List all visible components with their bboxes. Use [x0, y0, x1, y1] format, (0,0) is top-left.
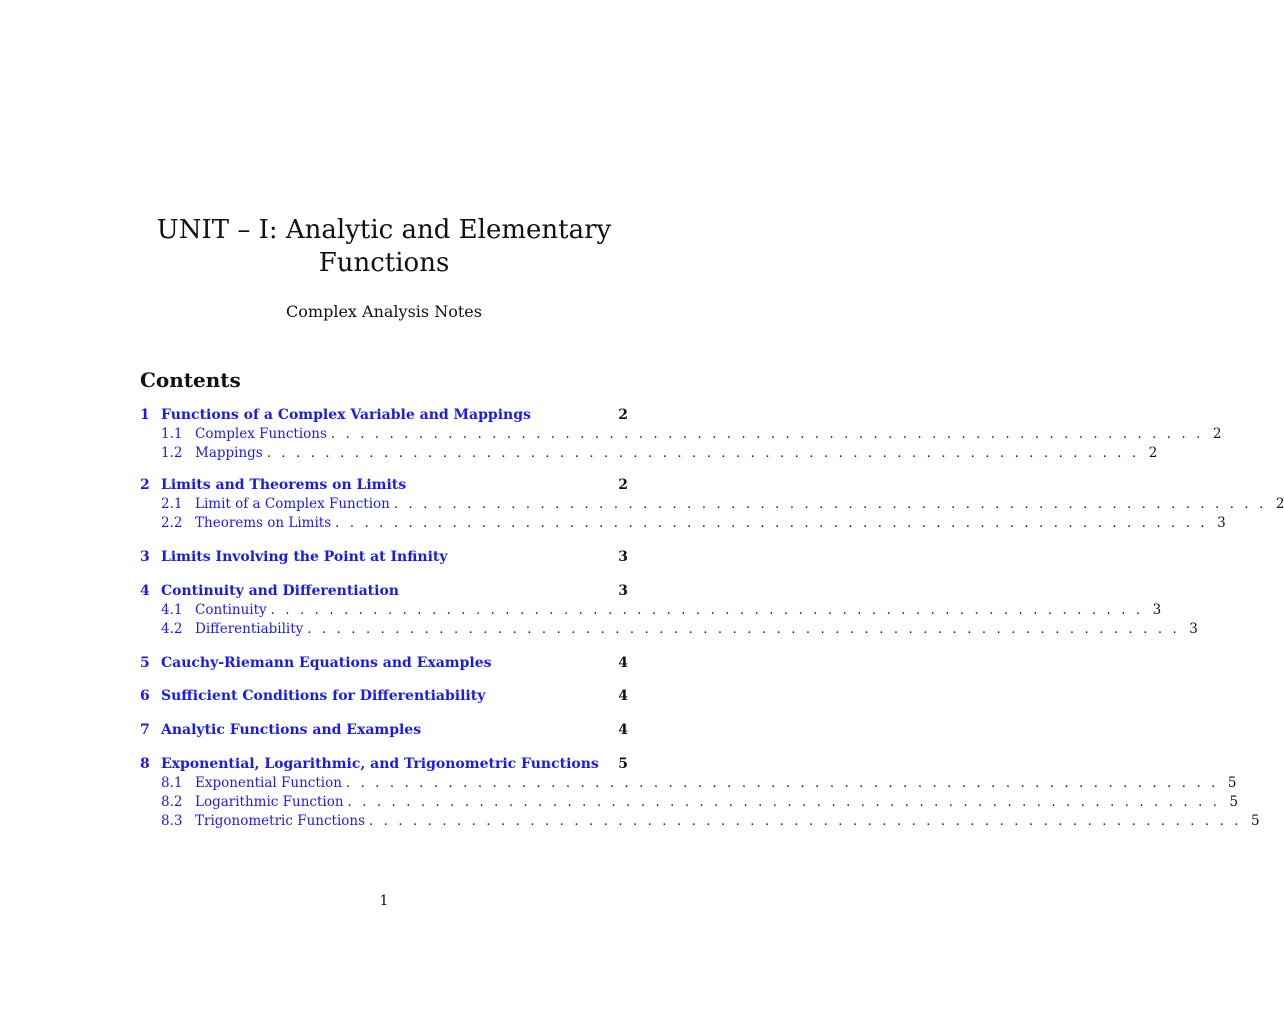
toc-entry-label[interactable]: Exponential Function — [195, 775, 342, 791]
toc-section-entry[interactable] — [140, 756, 628, 775]
toc-entry-number: 1.1 — [161, 426, 183, 442]
toc-subsection-entry[interactable] — [140, 621, 1198, 640]
toc-entry-label[interactable]: Complex Functions — [195, 426, 327, 442]
toc-entry-number: 8.2 — [161, 794, 183, 810]
toc-entry-number: 8.3 — [161, 813, 183, 829]
toc-dot-leader: . . . . . . . . . . . . . . . . . . . . . . . . . . . . . . . . . . . . . . . . . . . . . . . . . . . . . . . . . . . . — [307, 622, 1180, 637]
toc-entry-label[interactable]: Limits Involving the Point at Infinity — [161, 549, 448, 565]
toc-entry-label[interactable]: Functions of a Complex Variable and Mappings — [161, 407, 531, 423]
toc-entry-page: 3 — [618, 549, 628, 565]
toc-entry-label[interactable]: Theorems on Limits — [195, 515, 332, 531]
toc-subsection-entry[interactable] — [140, 775, 1237, 794]
toc-entry-number: 2.2 — [161, 515, 183, 531]
toc-entry-number: 8.1 — [161, 775, 183, 791]
toc-subsection-entry[interactable] — [140, 445, 1158, 464]
toc-entry-page: 4 — [618, 688, 628, 704]
toc-entry-number: 4.1 — [161, 602, 183, 618]
toc-entry-number: 7 — [140, 722, 150, 738]
toc-dot-leader: . . . . . . . . . . . . . . . . . . . . . . . . . . . . . . . . . . . . . . . . . . . . . . . . . . . . . . . . . . . . — [393, 497, 1267, 512]
toc-subsection-entry[interactable] — [140, 813, 1260, 832]
toc-entry-page: 5 — [1250, 813, 1260, 829]
toc-entry-number: 4 — [140, 583, 150, 599]
toc-entry-number: 8 — [140, 756, 150, 772]
toc-entry-number: 6 — [140, 688, 150, 704]
toc-subsection-entry[interactable] — [140, 496, 1284, 515]
toc-dot-leader: . . . . . . . . . . . . . . . . . . . . . . . . . . . . . . . . . . . . . . . . . . . . . . . . . . . . . . . . . . . . — [266, 446, 1140, 461]
toc-dot-leader: . . . . . . . . . . . . . . . . . . . . . . . . . . . . . . . . . . . . . . . . . . . . . . . . . . . . . . . . . . . . — [347, 795, 1221, 810]
title-line-1: UNIT – I: Analytic and Elementary — [156, 215, 612, 245]
toc-entry-number: 1 — [140, 407, 150, 423]
toc-dot-leader: . . . . . . . . . . . . . . . . . . . . . . . . . . . . . . . . . . . . . . . . . . . . . . . . . . . . . . . . . . . . — [335, 516, 1208, 531]
toc-entry-number: 4.2 — [161, 621, 183, 637]
toc-entry-page: 5 — [1227, 775, 1237, 791]
toc-section-entry[interactable] — [140, 688, 628, 707]
toc-section-entry[interactable] — [140, 722, 628, 741]
toc-entry-page: 2 — [1275, 496, 1284, 512]
page-number: 1 — [379, 893, 389, 909]
toc-dot-leader: . . . . . . . . . . . . . . . . . . . . . . . . . . . . . . . . . . . . . . . . . . . . . . . . . . . . . . . . . . . . — [270, 603, 1144, 618]
toc-entry-page: 2 — [618, 477, 628, 493]
toc-entry-page: 4 — [618, 722, 628, 738]
toc-entry-page: 3 — [1217, 515, 1226, 531]
toc-entry-page: 2 — [1212, 426, 1222, 442]
toc-entry-number: 3 — [140, 549, 150, 565]
toc-section-entry[interactable] — [140, 549, 628, 568]
toc-entry-number: 2.1 — [161, 496, 183, 512]
toc-subsection-entry[interactable] — [140, 602, 1162, 621]
toc-section-entry[interactable] — [140, 583, 628, 602]
toc-entry-label[interactable]: Limit of a Complex Function — [195, 496, 390, 512]
toc-entry-label[interactable]: Exponential, Logarithmic, and Trigonometric Functions — [161, 756, 599, 772]
toc-subsection-entry[interactable] — [140, 515, 1226, 534]
toc-entry-label[interactable]: Logarithmic Function — [195, 794, 344, 810]
document-title — [100, 214, 668, 280]
toc-subsection-entry[interactable] — [140, 794, 1239, 813]
toc-entry-page: 3 — [1189, 621, 1198, 637]
toc-entry-label[interactable]: Trigonometric Functions — [195, 813, 366, 829]
toc-entry-label[interactable]: Continuity — [195, 602, 267, 618]
toc-entry-page: 2 — [618, 407, 628, 423]
toc-entry-page: 3 — [618, 583, 628, 599]
toc-entry-number: 2 — [140, 477, 150, 493]
toc-entry-label[interactable]: Cauchy-Riemann Equations and Examples — [161, 655, 492, 671]
toc-subsection-entry[interactable] — [140, 426, 1222, 445]
contents-heading: Contents — [140, 368, 241, 392]
toc-dot-leader: . . . . . . . . . . . . . . . . . . . . . . . . . . . . . . . . . . . . . . . . . . . . . . . . . . . . . . . . . . . . — [369, 814, 1242, 829]
toc-entry-label[interactable]: Continuity and Differentiation — [161, 583, 399, 599]
toc-entry-label[interactable]: Analytic Functions and Examples — [161, 722, 422, 738]
toc-entry-page: 5 — [618, 756, 628, 772]
toc-section-entry[interactable] — [140, 655, 628, 674]
toc-entry-label[interactable]: Sufficient Conditions for Differentiability — [161, 688, 486, 704]
toc-entry-number: 5 — [140, 655, 150, 671]
toc-entry-label[interactable]: Differentiability — [195, 621, 304, 637]
toc-entry-page: 5 — [1229, 794, 1239, 810]
toc-section-entry[interactable] — [140, 407, 628, 426]
toc-entry-page: 2 — [1148, 445, 1158, 461]
toc-entry-number: 1.2 — [161, 445, 183, 461]
toc-entry-page: 4 — [618, 655, 628, 671]
document-subtitle: Complex Analysis Notes — [286, 302, 482, 321]
toc-entry-page: 3 — [1152, 602, 1162, 618]
title-line-2: Functions — [318, 248, 450, 278]
toc-entry-label[interactable]: Mappings — [195, 445, 263, 461]
toc-section-entry[interactable] — [140, 477, 628, 496]
toc-entry-label[interactable]: Limits and Theorems on Limits — [161, 477, 407, 493]
toc-dot-leader: . . . . . . . . . . . . . . . . . . . . . . . . . . . . . . . . . . . . . . . . . . . . . . . . . . . . . . . . . . . . — [345, 776, 1219, 791]
toc-dot-leader: . . . . . . . . . . . . . . . . . . . . . . . . . . . . . . . . . . . . . . . . . . . . . . . . . . . . . . . . . . . . — [330, 427, 1204, 442]
